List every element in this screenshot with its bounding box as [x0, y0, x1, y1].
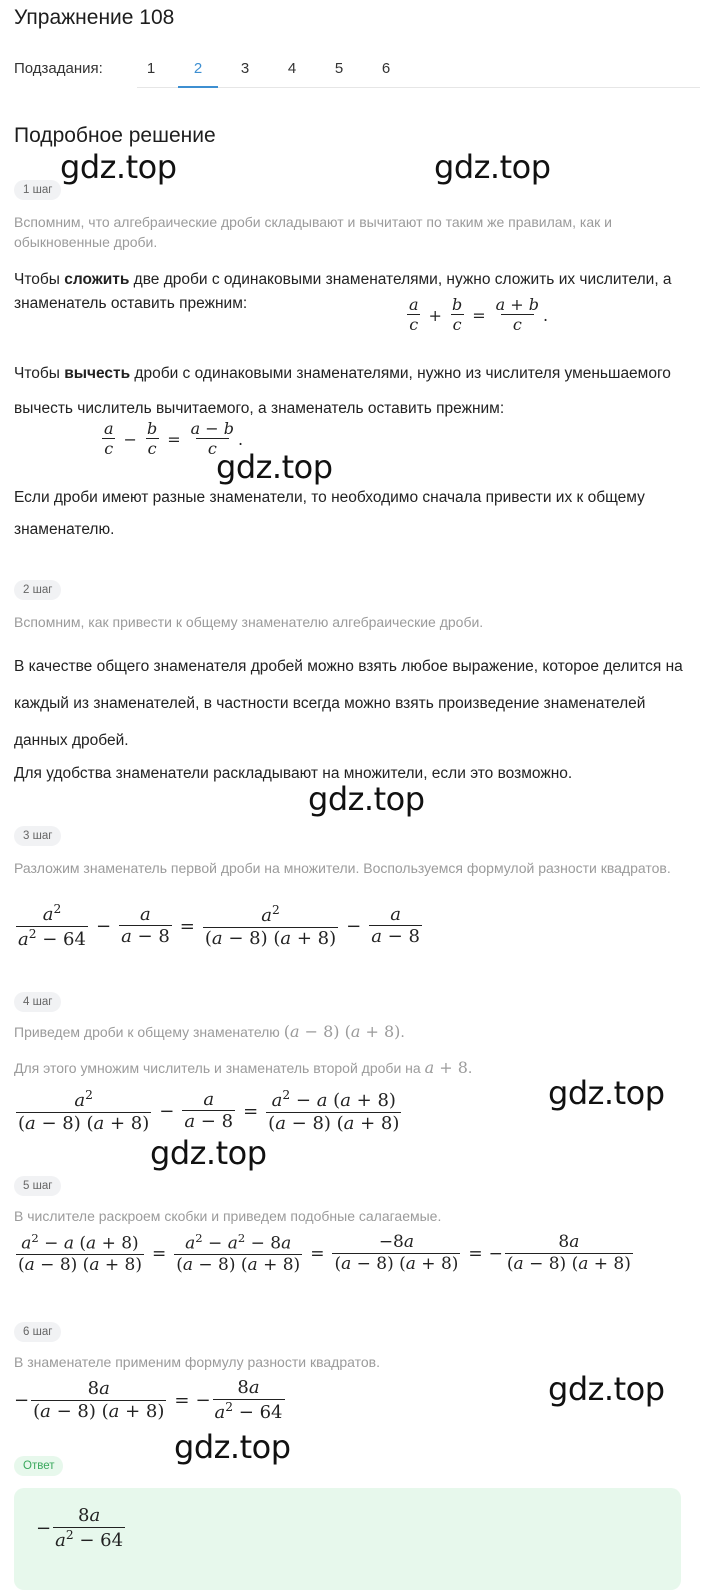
tab-subtask-4[interactable]: 4 — [287, 60, 297, 77]
answer-box — [14, 1488, 681, 1590]
answer-formula: − $\frac{8a}{a^2 - 64}$ — [36, 1505, 124, 1551]
watermark: gdz.top — [434, 148, 551, 186]
step-hint: В числителе раскроем скобки и приведем подобные салагаемые. — [14, 1208, 442, 1224]
tab-subtask-3[interactable]: 3 — [240, 60, 250, 77]
step-badge: 5 шаг — [14, 1176, 61, 1196]
bold-text: вычесть — [64, 365, 131, 382]
text: две дроби с одинаковыми знаменателями, нужно сложить их числители, а знаменатель оставить прежним: — [14, 271, 672, 312]
step-hint: Приведем дроби к общему знаменателю (a − 8) (a + 8). — [14, 1022, 405, 1041]
watermark: gdz.top — [308, 780, 425, 818]
page-title: Упражнение 108 — [14, 6, 175, 29]
step-hint: В знаменателе применим формулу разности квадратов. — [14, 1354, 380, 1370]
tab-subtask-1[interactable]: 1 — [146, 60, 156, 77]
formula-step-5: $\frac{a^2 - a (a + 8)}{(a - 8) (a + 8)}$ = $\frac{a^2 - a^2 - 8a}{(a - 8) (a + 8)}$ = $\frac{-8a}{(a - 8) (a + 8)}$ = − $\frac{8a}{(a - 8) (a + 8)}$ — [18, 1231, 631, 1276]
paragraph-factoring: Для удобства знаменатели раскладывают на множители, если это возможно. — [14, 765, 573, 782]
step-badge: 3 шаг — [14, 826, 61, 846]
formula-step-3: $\frac{a^2}{a^2 - 64}$ − $\frac{a}{a - 8}$ = $\frac{a^2}{(a - 8) (a + 8)}$ − $\frac{a}{a - 8}$ — [18, 902, 420, 950]
watermark: gdz.top — [150, 1134, 267, 1172]
subtasks-label: Подзадания: — [14, 60, 103, 77]
text: Приведем дроби к общему знаменателю — [14, 1024, 284, 1040]
text: Для этого умножим числитель и знаменатель второй дроби на — [14, 1060, 425, 1076]
tab-subtask-6[interactable]: 6 — [381, 60, 391, 77]
text: Чтобы — [14, 365, 65, 382]
formula-add: $\frac{a}{c}$ + $\frac{b}{c}$ = $\frac{a + b}{c}$ . — [409, 295, 549, 335]
text: Чтобы — [14, 271, 65, 288]
paragraph-common-denominator: В качестве общего знаменателя дробей можно взять любое выражение, которое делится на каждый из знаменателей, в частности всегда можно взять произведение знаменателей данных дробей. — [14, 658, 683, 749]
paragraph-subtract-rule — [14, 356, 699, 426]
tab-subtask-5[interactable]: 5 — [334, 60, 344, 77]
answer-badge: Ответ — [14, 1456, 63, 1476]
tabs-divider — [137, 87, 700, 88]
watermark: gdz.top — [216, 448, 333, 486]
paragraph-add-rule — [14, 268, 699, 316]
watermark: gdz.top — [174, 1428, 291, 1466]
step-badge: 2 шаг — [14, 580, 61, 600]
inline-math: (a − 8) (a + 8) — [283, 1022, 401, 1041]
step-hint: Вспомним, что алгебраические дроби складывают и вычитают по таким же правилам, как и обыкновенные дроби. — [14, 214, 612, 250]
formula-step-4: $\frac{a^2}{(a - 8) (a + 8)}$ − $\frac{a}{a - 8}$ = $\frac{a^2 - a (a + 8)}{(a - 8) (a + 8)}$ — [18, 1088, 400, 1134]
watermark: gdz.top — [548, 1074, 665, 1112]
step-hint: Вспомним, как привести к общему знаменателю алгебраические дроби. — [14, 614, 484, 630]
step-hint: Разложим знаменатель первой дроби на множители. Воспользуемся формулой разности квадратов. — [14, 860, 671, 876]
solution-heading: Подробное решение — [14, 124, 216, 147]
tab-subtask-2[interactable]: 2 — [178, 60, 218, 77]
step-hint: Для этого умножим числитель и знаменатель второй дроби на a + 8. — [14, 1058, 473, 1077]
step-badge: 1 шаг — [14, 180, 61, 200]
step-badge: 6 шаг — [14, 1322, 61, 1342]
step-badge: 4 шаг — [14, 992, 61, 1012]
bold-text: сложить — [64, 271, 130, 288]
subtasks-nav — [14, 60, 694, 90]
text: дроби с одинаковыми знаменателями, нужно из числителя уменьшаемого вычесть числитель вычитаемого, а знаменатель оставить прежним: — [14, 365, 671, 417]
formula-step-6: − $\frac{8a}{(a - 8) (a + 8)}$ = − $\frac{8a}{a^2 - 64}$ — [14, 1377, 283, 1423]
paragraph-different-denominators: Если дроби имеют разные знаменатели, то необходимо сначала привести их к общему знаменателю. — [14, 489, 645, 538]
inline-math: a + 8 — [424, 1058, 468, 1077]
formula-subtract: $\frac{a}{c}$ − $\frac{b}{c}$ = $\frac{a - b}{c}$ . — [104, 419, 244, 459]
watermark: gdz.top — [548, 1370, 665, 1408]
watermark: gdz.top — [60, 148, 177, 186]
